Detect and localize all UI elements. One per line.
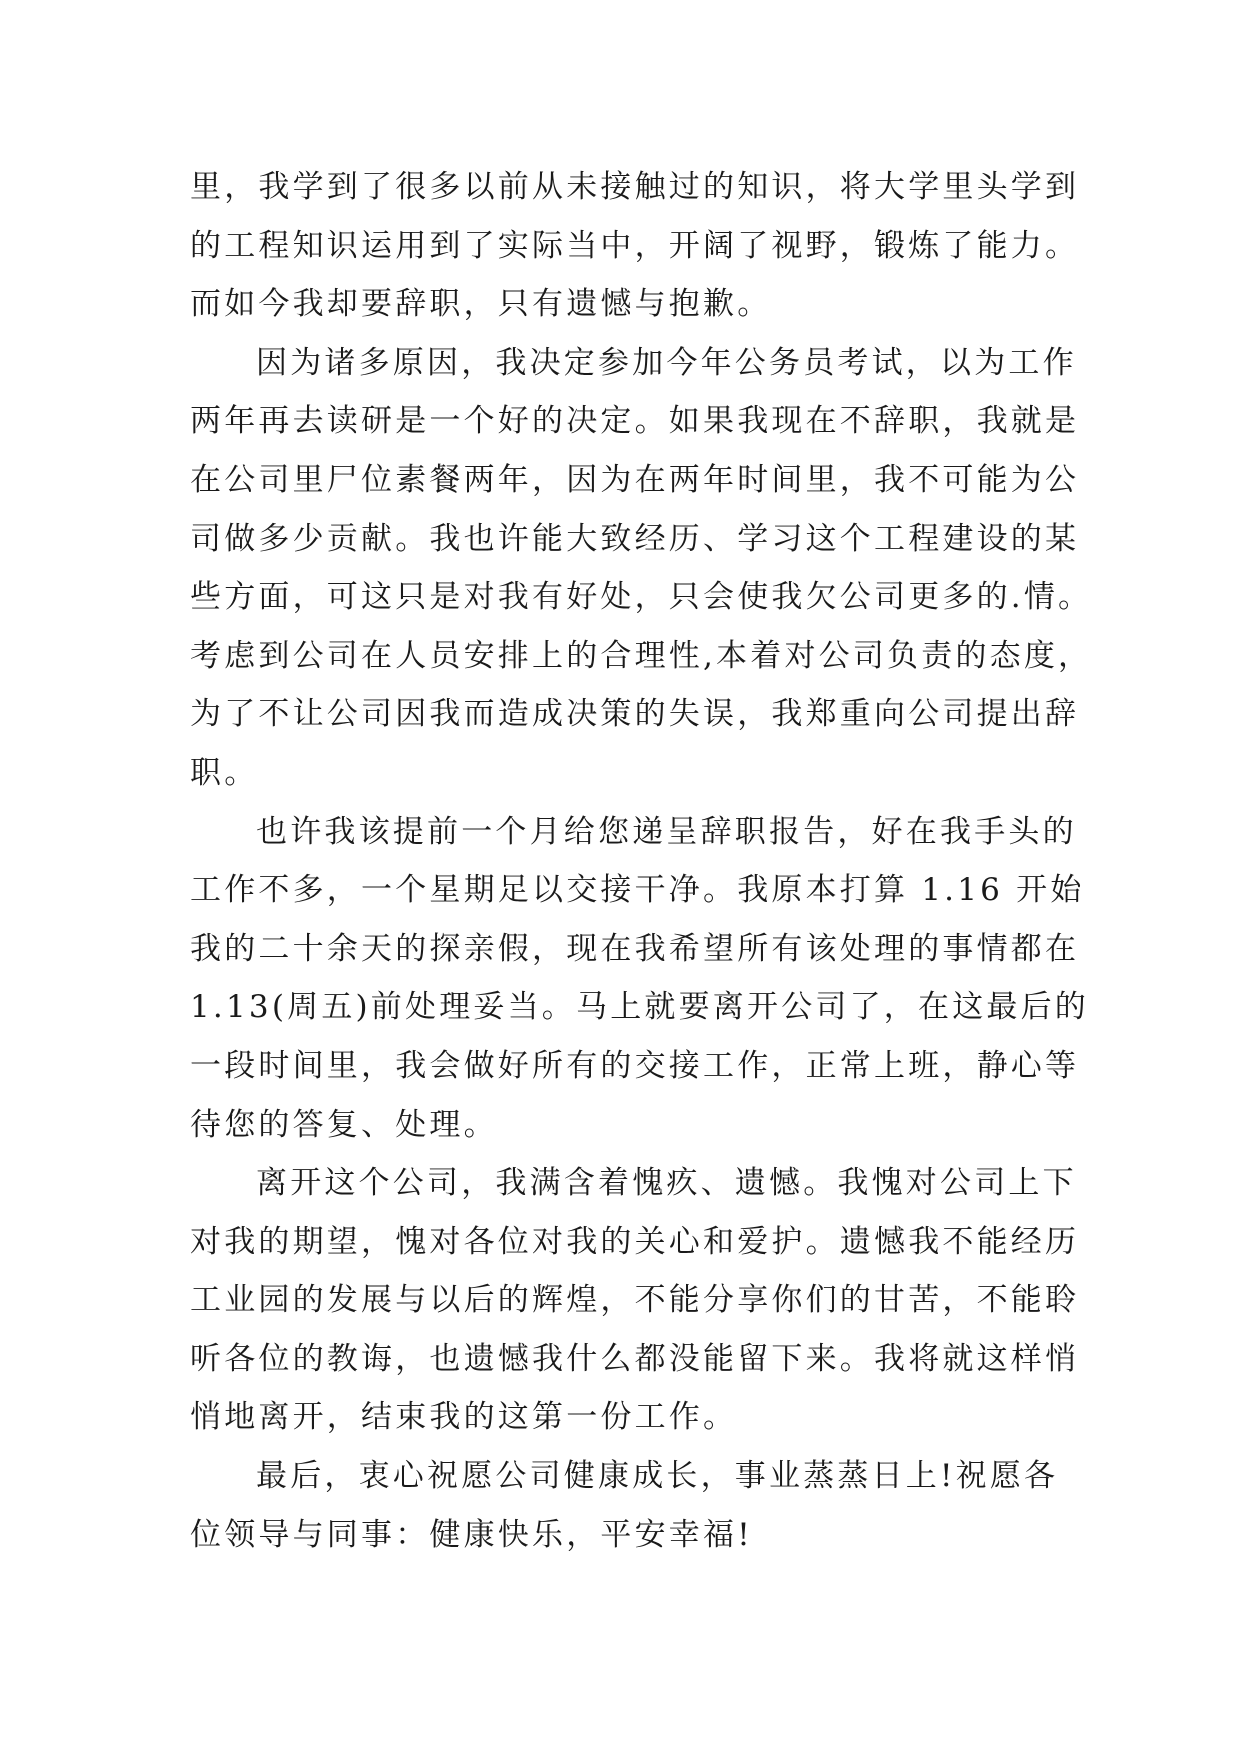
text-line: 因为诸多原因，我决定参加今年公务员考试，以为工作	[256, 344, 1077, 381]
text-line: 听各位的教诲，也遗憾我什么都没能留下来。我将就这样悄	[190, 1340, 1080, 1377]
text-line: 工作不多，一个星期足以交接干净。我原本打算 1.16 开始	[190, 872, 1085, 909]
text-line: 考虑到公司在人员安排上的合理性,本着对公司负责的态度，	[190, 637, 1093, 674]
text-line: 最后，衷心祝愿公司健康成长，事业蒸蒸日上!祝愿各	[256, 1458, 1059, 1495]
text-line: 也许我该提前一个月给您递呈辞职报告，好在我手头的	[256, 813, 1077, 850]
text-line: 里，我学到了很多以前从未接触过的知识，将大学里头学到	[190, 169, 1080, 205]
text-line: 而如今我却要辞职，只有遗憾与抱歉。	[190, 286, 772, 323]
paragraph-1	[190, 158, 1080, 334]
text-line: 在公司里尸位素餐两年，因为在两年时间里，我不可能为公	[190, 461, 1080, 498]
paragraph-5	[190, 1447, 1070, 1564]
paragraph-2	[190, 334, 1093, 803]
text-line: 1.13(周五)前处理妥当。马上就要离开公司了，在这最后的	[190, 989, 1090, 1026]
text-line: 待您的答复、处理。	[190, 1106, 498, 1143]
paragraph-3	[190, 803, 1090, 1155]
text-line: 我的二十余天的探亲假，现在我希望所有该处理的事情都在	[190, 930, 1080, 967]
text-line: 位领导与同事：健康快乐，平安幸福!	[190, 1516, 753, 1553]
text-line: 对我的期望，愧对各位对我的关心和爱护。遗憾我不能经历	[190, 1223, 1080, 1260]
text-line: 为了不让公司因我而造成决策的失误，我郑重向公司提出辞	[190, 696, 1080, 733]
text-line: 的工程知识运用到了实际当中，开阔了视野，锻炼了能力。	[190, 227, 1080, 264]
text-line: 些方面，可这只是对我有好处，只会使我欠公司更多的.情。	[190, 579, 1093, 616]
text-line: 职。	[190, 754, 259, 791]
text-line: 一段时间里，我会做好所有的交接工作，正常上班，静心等	[190, 1047, 1080, 1084]
paragraph-4	[190, 1154, 1080, 1447]
text-line: 两年再去读研是一个好的决定。如果我现在不辞职，我就是	[190, 403, 1080, 440]
text-line: 离开这个公司，我满含着愧疚、遗憾。我愧对公司上下	[256, 1165, 1077, 1202]
text-line: 工业园的发展与以后的辉煌，不能分享你们的甘苦，不能聆	[190, 1282, 1080, 1319]
text-line: 司做多少贡献。我也许能大致经历、学习这个工程建设的某	[190, 520, 1080, 557]
text-line: 悄地离开，结束我的这第一份工作。	[190, 1399, 738, 1436]
document-body	[190, 158, 1093, 1564]
